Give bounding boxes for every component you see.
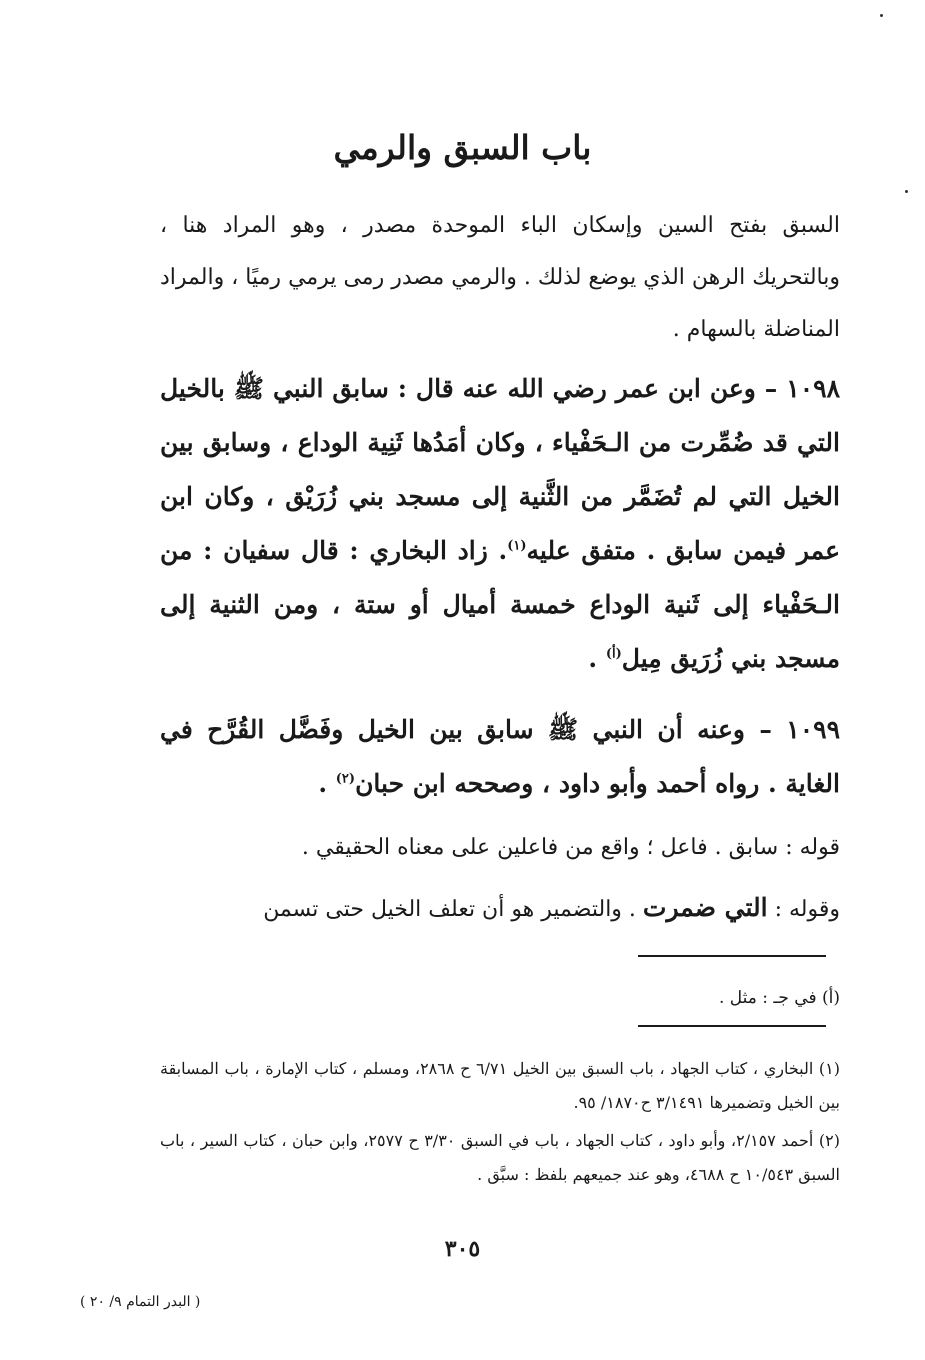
scan-speck [880, 14, 883, 17]
variant-note: (أ) في جـ : مثل . [718, 988, 840, 1008]
chapter-title: باب السبق والرمي [333, 128, 592, 167]
hadith-1098-text: ١٠٩٨ – وعن ابن عمر رضي الله عنه قال : سابق النبي ﷺ بالخيل التي قد ضُمِّرت من الـحَفْياء ، وكان أمَدُها ثَنِية الوداع ، وسابق بين الخيل التي لم تُضَمَّر من الثَّنية إلى مسجد بني زُرَيْق ، وكان ابن عمر فيمن سابق . متفق عليه [160, 374, 840, 565]
footnote-1: (١) البخاري ، كتاب الجهاد ، باب السبق بين الخيل ٦/٧١ ح ٢٨٦٨، ومسلم ، كتاب الإمارة ، باب المسابقة بين الخيل وتضميرها ٣/١٤٩١ ح١٨٧٠/ ٩٥. [160, 1059, 840, 1112]
hadith-1099-end: . [318, 769, 336, 798]
commentary-2 [160, 888, 840, 930]
intro-paragraph: السبق بفتح السين وإسكان الباء الموحدة مصدر ، وهو المراد هنا ، وبالتحريك الرهن الذي يوضع لذلك . والرمي مصدر رمى يرمي رميًا ، والمراد المناضلة بالسهام . [160, 213, 840, 342]
footnote-divider [638, 955, 826, 957]
footnote-2: (٢) أحمد ٢/١٥٧، وأبو داود ، كتاب الجهاد ، باب في السبق ٣/٣٠ ح ٢٥٧٧، وابن حبان ، كتاب السير ، باب السبق ١٠/٥٤٣ ح ٤٦٨٨، وهو عند جميعهم بلفظ : سبَّق . [160, 1131, 841, 1184]
scan-speck [905, 190, 908, 193]
commentary-2-lead: وقوله : [767, 897, 840, 922]
commentary-2-term: التي ضمرت [642, 893, 768, 922]
hadith-1098 [160, 362, 840, 686]
footnote-divider [638, 1025, 826, 1027]
page-number: ٣٠٥ [444, 1236, 481, 1262]
signature-mark: ( البدر التمام ٩/ ٢٠ ) [80, 1294, 201, 1310]
variant-ref-a: (أ) [605, 646, 622, 662]
footnote-ref-2: (٢) [335, 771, 356, 787]
hadith-1099-text: ١٠٩٩ – وعنه أن النبي ﷺ سابق بين الخيل وفَضَّل القُرَّح في الغاية . رواه أحمد وأبو داود ، وصححه ابن حبان [160, 715, 840, 798]
hadith-1098-end: . [588, 644, 606, 673]
footnote-ref-1: (١) [507, 538, 527, 554]
hadith-1099 [160, 703, 840, 811]
hadith-1098-addition: . زاد البخاري : قال سفيان : من الـحَفْياء إلى ثَنية الوداع خمسة أميال أو ستة ، ومن الثنية إلى مسجد بني زُرَيق مِيل [160, 536, 840, 673]
commentary-1: قوله : سابق . فاعل ؛ واقع من فاعلين على معناه الحقيقي . [301, 835, 840, 860]
commentary-2-rest: . والتضمير هو أن تعلف الخيل حتى تسمن [263, 897, 643, 922]
